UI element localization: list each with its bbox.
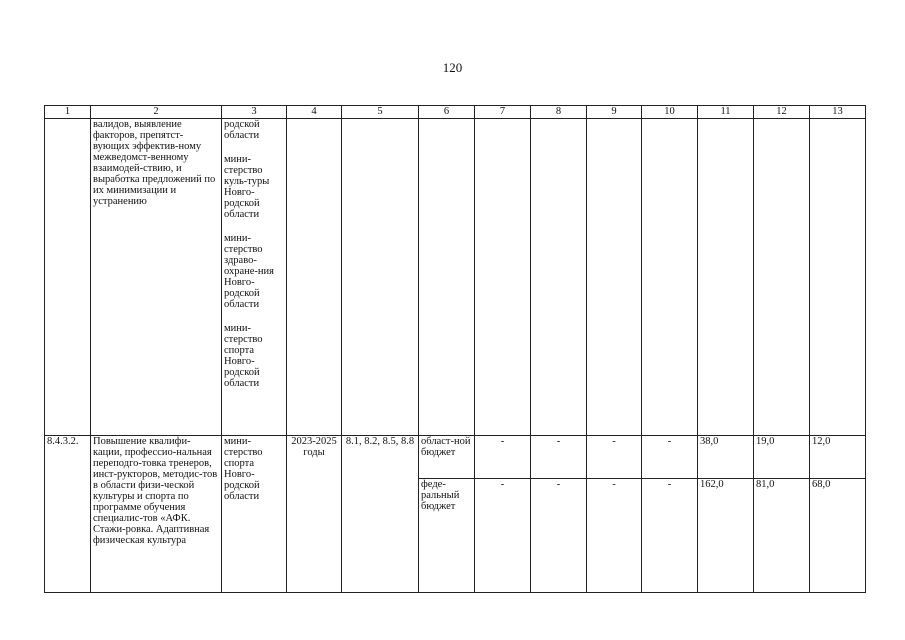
empty-cell xyxy=(287,119,342,436)
empty-cell xyxy=(475,119,531,436)
value-cell: - xyxy=(642,479,698,593)
col-header-4: 4 xyxy=(287,106,342,119)
col-header-12: 12 xyxy=(754,106,810,119)
col-header-10: 10 xyxy=(642,106,698,119)
empty-cell xyxy=(810,119,866,436)
value-cell: 12,0 xyxy=(810,436,866,479)
col-header-6: 6 xyxy=(419,106,475,119)
executor-sport: мини-стерство спорта Новго-родской области xyxy=(224,323,263,389)
col-header-8: 8 xyxy=(531,106,587,119)
col-header-3: 3 xyxy=(222,106,287,119)
cont-executors-cell xyxy=(222,119,287,436)
activity-executor: мини-стерство спорта Новго-родской области xyxy=(222,436,287,593)
col-header-1: 1 xyxy=(45,106,91,119)
value-cell: - xyxy=(531,479,587,593)
col-header-11: 11 xyxy=(698,106,754,119)
col-header-9: 9 xyxy=(587,106,642,119)
col-header-5: 5 xyxy=(342,106,419,119)
empty-cell xyxy=(587,119,642,436)
cont-number-cell xyxy=(45,119,91,436)
executor-health: мини-стерство здраво-охране-ния Новго-родской области xyxy=(224,233,274,310)
activity-period: 2023-2025 годы xyxy=(287,436,342,593)
activity-indicators: 8.1, 8.2, 8.5, 8.8 xyxy=(342,436,419,593)
empty-cell xyxy=(698,119,754,436)
value-cell: 19,0 xyxy=(754,436,810,479)
value-cell: - xyxy=(475,479,531,593)
program-activities-table xyxy=(44,105,866,593)
value-cell: - xyxy=(642,436,698,479)
row-8432-regional xyxy=(45,436,866,479)
col-header-7: 7 xyxy=(475,106,531,119)
value-cell: 81,0 xyxy=(754,479,810,593)
continuation-row xyxy=(45,119,866,436)
empty-cell xyxy=(342,119,419,436)
funding-source: област-ной бюджет xyxy=(419,436,475,479)
activity-description: Повышение квалифи-кации, профессио-нальная переподго-товка тренеров, инст-рукторов, методис-тов в области физи-ческой культуры и спорта по программе обучения специалис-тов «АФК. Стажи-ровка. Адаптивная физическая культура xyxy=(91,436,222,593)
page-number: 120 xyxy=(442,60,463,75)
value-cell: 68,0 xyxy=(810,479,866,593)
cont-description-cell: валидов, выявление факторов, препятст-вующих эффектив-ному межведомст-венному взаимодей-ствию, и выработка предложений по их минимизации и устранению xyxy=(91,119,222,436)
executor-culture: мини-стерство куль-туры Новго-родской области xyxy=(224,154,270,220)
activity-number: 8.4.3.2. xyxy=(45,436,91,593)
value-cell: 38,0 xyxy=(698,436,754,479)
empty-cell xyxy=(642,119,698,436)
executor-line: родской области xyxy=(224,119,260,141)
value-cell: - xyxy=(531,436,587,479)
empty-cell xyxy=(419,119,475,436)
value-cell: - xyxy=(587,479,642,593)
value-cell: - xyxy=(475,436,531,479)
empty-cell xyxy=(531,119,587,436)
value-cell: - xyxy=(587,436,642,479)
empty-cell xyxy=(754,119,810,436)
col-header-2: 2 xyxy=(91,106,222,119)
funding-source: феде-ральный бюджет xyxy=(419,479,475,593)
column-number-header-row xyxy=(45,106,866,119)
col-header-13: 13 xyxy=(810,106,866,119)
value-cell: 162,0 xyxy=(698,479,754,593)
